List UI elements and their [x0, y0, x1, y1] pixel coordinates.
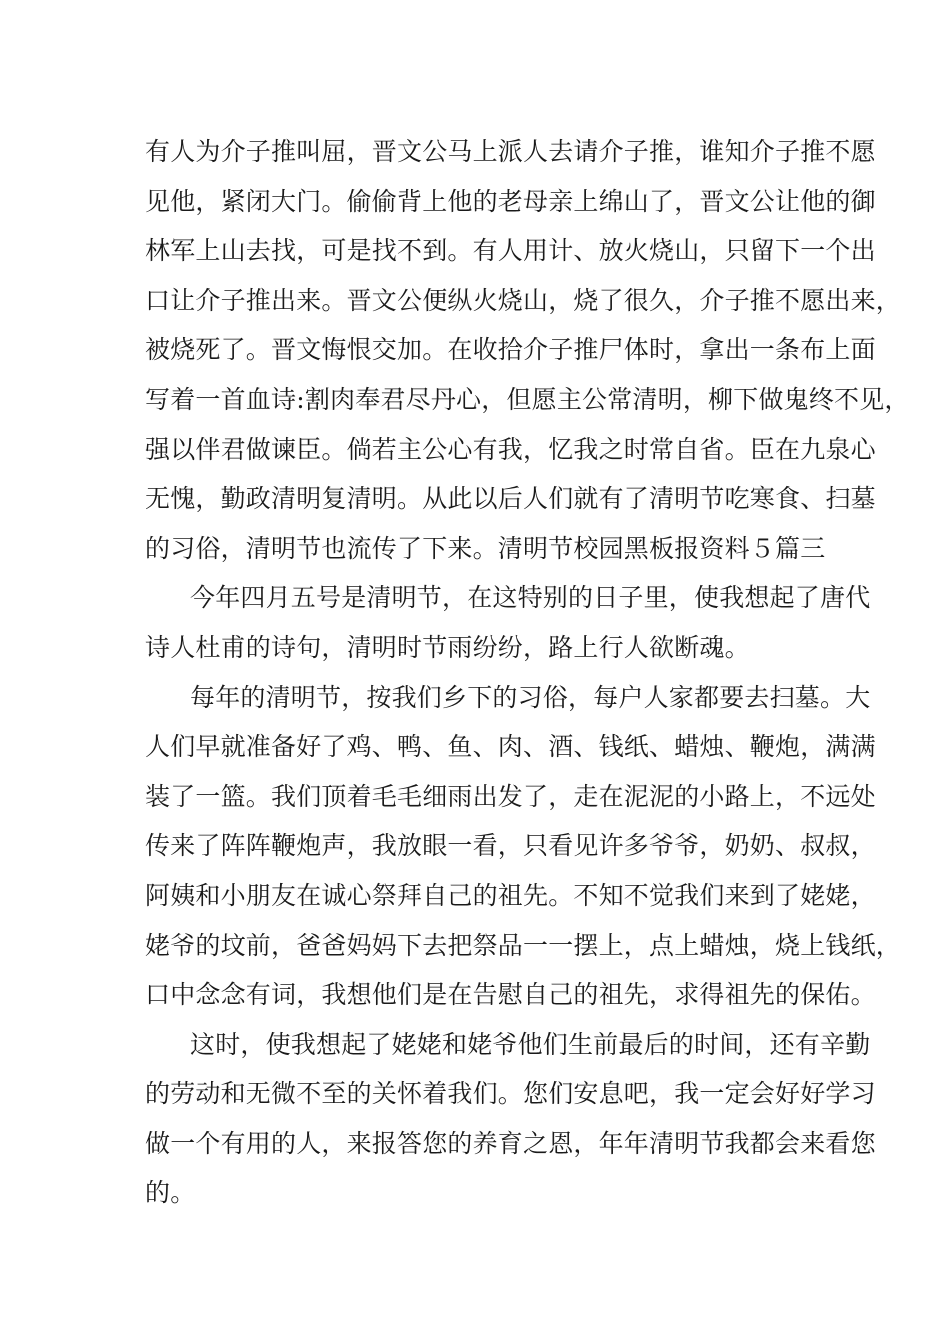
- text-line: 的劳动和无微不至的关怀着我们。您们安息吧，我一定会好好学习: [145, 1079, 876, 1109]
- text-line: 被烧死了。晋文悔恨交加。在收拾介子推尸体时，拿出一条布上面: [145, 335, 876, 365]
- body-text: [145, 127, 910, 1218]
- paragraph-first-line: 今年四月五号是清明节，在这特别的日子里，使我想起了唐代: [190, 583, 871, 613]
- text-line: 强以伴君做谏臣。倘若主公心有我，忆我之时常自省。臣在九泉心: [145, 434, 876, 464]
- text-line: 阿姨和小朋友在诚心祭拜自己的祖先。不知不觉我们来到了姥姥，: [145, 880, 876, 910]
- text-line: 传来了阵阵鞭炮声，我放眼一看，只看见许多爷爷，奶奶、叔叔，: [145, 831, 876, 861]
- text-line: 口中念念有词，我想他们是在告慰自己的祖先，求得祖先的保佑。: [145, 980, 876, 1010]
- text-line: 诗人杜甫的诗句，清明时节雨纷纷，路上行人欲断魂。: [145, 632, 750, 662]
- paragraph-first-line: 这时，使我想起了姥姥和姥爷他们生前最后的时间，还有辛勤: [190, 1029, 871, 1059]
- paragraph-first-line: 每年的清明节，按我们乡下的习俗，每户人家都要去扫墓。大: [190, 682, 871, 712]
- text-line: 写着一首血诗:割肉奉君尽丹心，但愿主公常清明，柳下做鬼终不见，: [145, 384, 910, 414]
- text-line: 姥爷的坟前，爸爸妈妈下去把祭品一一摆上，点上蜡烛，烧上钱纸，: [145, 930, 902, 960]
- text-line: 的。: [145, 1178, 196, 1208]
- text-line: 做一个有用的人，来报答您的养育之恩，年年清明节我都会来看您: [145, 1128, 876, 1158]
- text-line: 口让介子推出来。晋文公便纵火烧山，烧了很久，介子推不愿出来，: [145, 285, 902, 315]
- text-line: 无愧，勤政清明复清明。从此以后人们就有了清明节吃寒食、扫墓: [145, 484, 876, 514]
- text-line: 有人为介子推叫屈，晋文公马上派人去请介子推，谁知介子推不愿: [145, 137, 876, 166]
- text-line: 人们早就准备好了鸡、鸭、鱼、肉、酒、钱纸、蜡烛、鞭炮，满满: [145, 732, 876, 762]
- text-line: 林军上山去找，可是找不到。有人用计、放火烧山，只留下一个出: [145, 236, 876, 266]
- text-line: 装了一篮。我们顶着毛毛细雨出发了，走在泥泥的小路上，不远处: [145, 781, 876, 811]
- text-line: 见他，紧闭大门。偷偷背上他的老母亲上绵山了，晋文公让他的御: [145, 186, 876, 216]
- text-line: 的习俗，清明节也流传了下来。清明节校园黑板报资料５篇三: [145, 533, 826, 563]
